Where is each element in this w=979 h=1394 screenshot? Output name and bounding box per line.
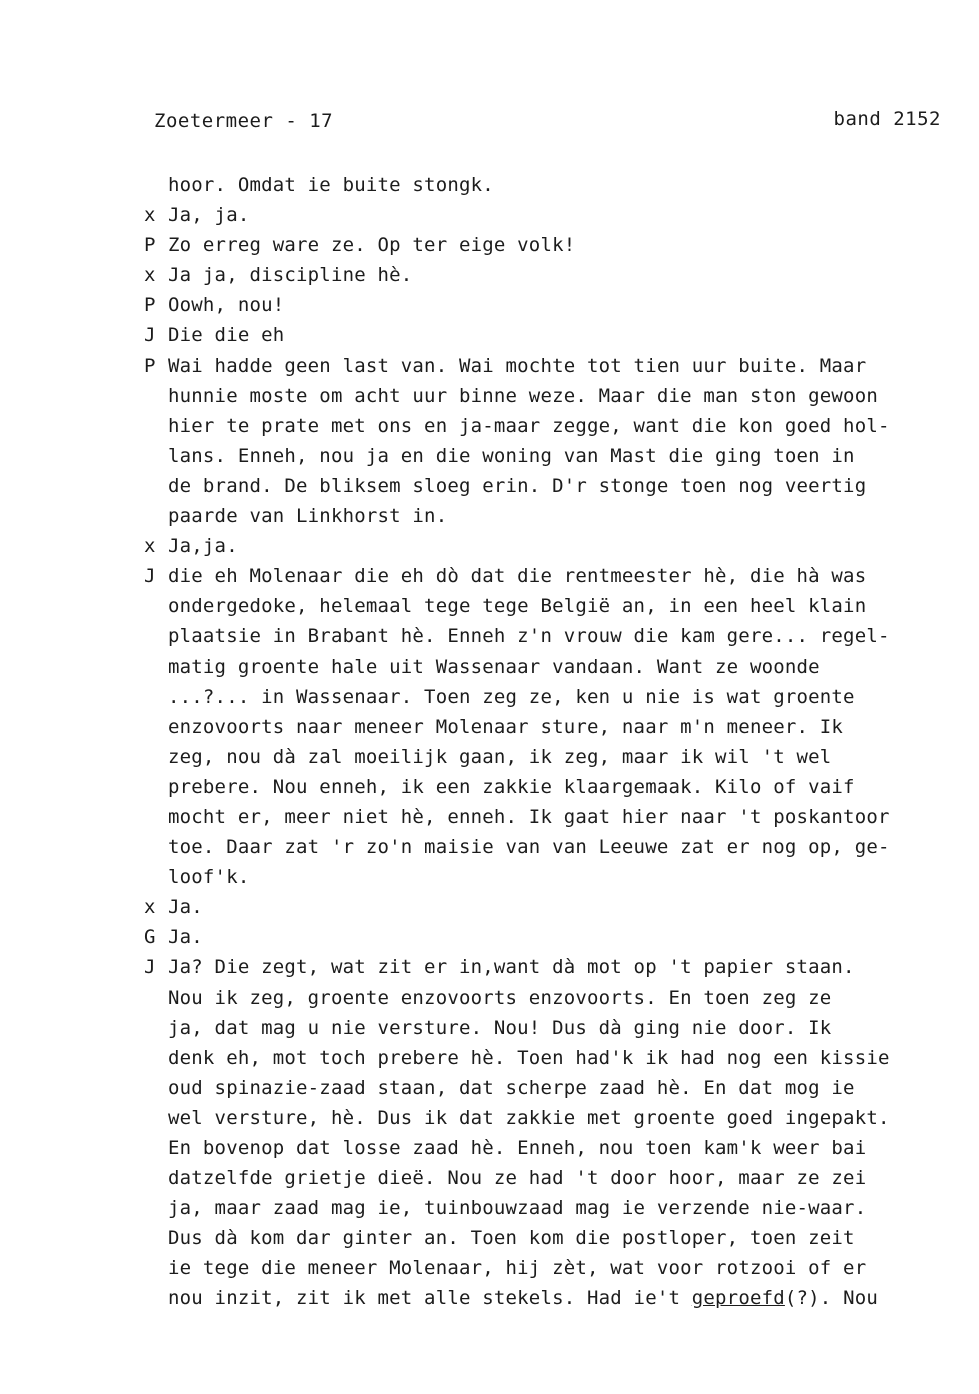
line-text-main: hoor. Omdat ie buite stongk. xyxy=(168,174,494,196)
line-text-main: Wai hadde geen last van. Wai mochte tot tien uur buite. Maar xyxy=(168,354,867,377)
line-text-main: Ja? Die zegt, wat zit er in,want dà mot op 't papier staan. xyxy=(168,956,855,979)
transcript-line xyxy=(144,260,944,290)
transcript-line xyxy=(144,1163,944,1193)
line-text xyxy=(168,1193,866,1223)
line-text-main: ja, maar zaad mag ie, tuinbouwzaad mag ie verzende nie-waar. xyxy=(168,1197,867,1220)
transcript-line xyxy=(144,1223,944,1253)
line-text xyxy=(168,531,238,561)
line-text-main: ja, dat mag u nie versture. Nou! Dus dà ging nie door. Ik xyxy=(168,1016,832,1039)
line-text xyxy=(168,652,820,682)
line-text xyxy=(168,260,412,290)
line-text xyxy=(168,892,203,922)
transcript-line xyxy=(144,742,944,772)
line-text xyxy=(168,802,890,832)
line-text xyxy=(168,712,843,742)
line-text xyxy=(168,772,855,802)
transcript-line xyxy=(144,772,944,802)
speaker-label: J xyxy=(144,956,156,979)
transcript-line xyxy=(144,200,944,230)
line-text-main: denk eh, mot toch prebere hè. Toen had'k ik had nog een kissie xyxy=(168,1046,890,1069)
transcript-line xyxy=(144,712,944,742)
line-text xyxy=(168,290,284,320)
transcript-line xyxy=(144,1073,944,1103)
line-text-main: En bovenop dat losse zaad hè. Enneh, nou toen kam'k weer bai xyxy=(168,1137,867,1159)
line-text xyxy=(168,922,203,952)
line-text-main: enzovoorts naar meneer Molenaar sture, naar m'n meneer. Ik xyxy=(168,715,844,738)
transcript-line xyxy=(144,1013,944,1043)
transcript-line xyxy=(144,501,944,531)
transcript-line xyxy=(144,862,944,892)
line-text-main: zeg, nou dà zal moeilijk gaan, ik zeg, maar ik wil 't wel xyxy=(168,745,832,768)
line-text-main: Oowh, nou! xyxy=(168,294,285,317)
line-text-main: Ja. xyxy=(168,896,203,919)
transcript-body xyxy=(144,170,944,1314)
line-text xyxy=(168,230,575,260)
line-text-main: Ja,ja. xyxy=(168,535,238,558)
line-text-main: ondergedoke, helemaal tege tege België an, in een heel klain xyxy=(168,595,867,618)
line-text xyxy=(168,1283,878,1313)
line-text xyxy=(168,441,855,471)
line-text-main: mocht er, meer niet hè, enneh. Ik gaat hier naar 't poskantoor xyxy=(168,805,890,828)
transcript-line xyxy=(144,320,944,350)
transcript-line xyxy=(144,471,944,501)
transcript-line xyxy=(144,230,944,260)
line-text xyxy=(168,471,866,501)
transcript-line xyxy=(144,652,944,682)
line-text xyxy=(168,1253,866,1283)
line-text-main: loof'k. xyxy=(168,866,250,889)
line-text xyxy=(168,200,249,230)
transcript-line xyxy=(144,682,944,712)
transcript-line xyxy=(144,983,944,1013)
line-text xyxy=(168,742,831,772)
speaker-label: P xyxy=(144,234,156,257)
line-text xyxy=(168,591,866,621)
line-text-main: toe. Daar zat 'r zo'n maisie van van Leeuwe zat er nog op, ge- xyxy=(168,836,890,859)
line-text-main: Ja ja, discipline hè. xyxy=(168,264,413,287)
transcript-line xyxy=(144,381,944,411)
line-text xyxy=(168,561,866,591)
line-text-main: de brand. De bliksem sloeg erin. D'r stonge toen nog veertig xyxy=(168,474,867,497)
line-text xyxy=(168,1073,855,1103)
line-text-main: Ja, ja. xyxy=(168,204,250,227)
line-text xyxy=(168,170,494,200)
line-text-main: ie tege die meneer Molenaar, hij zèt, wat voor rotzooi of er xyxy=(168,1257,867,1280)
speaker-label: x xyxy=(144,535,156,558)
line-text-main: Dus dà kom dar ginter an. Toen kom die postloper, toen zeit xyxy=(168,1227,855,1250)
transcript-line xyxy=(144,1103,944,1133)
underlined-word: geproefd xyxy=(691,1287,785,1310)
line-text xyxy=(168,501,447,531)
speaker-label: G xyxy=(144,926,156,949)
line-text-main: lans. Enneh, nou ja en die woning van Mast die ging toen in xyxy=(168,444,855,467)
transcript-line xyxy=(144,351,944,381)
transcript-line xyxy=(144,441,944,471)
line-text xyxy=(168,351,866,381)
line-text-main: Zo erreg ware ze. Op ter eige volk! xyxy=(168,234,576,257)
transcript-line xyxy=(144,561,944,591)
line-text xyxy=(168,682,855,712)
transcript-line xyxy=(144,290,944,320)
transcript-line xyxy=(144,1253,944,1283)
header-tape-number: band 2152 xyxy=(833,108,941,130)
line-text-main: Nou ik zeg, groente enzovoorts enzovoorts. En toen zeg ze xyxy=(168,986,832,1009)
line-text-main: nou inzit, zit ik met alle stekels. Had ie't xyxy=(168,1287,692,1310)
line-text-tail: (?). Nou xyxy=(784,1287,879,1310)
line-text xyxy=(168,1163,866,1193)
transcript-line xyxy=(144,952,944,982)
speaker-label: J xyxy=(144,324,156,347)
speaker-label: J xyxy=(144,565,156,588)
line-text-main: wel versture, hè. Dus ik dat zakkie met groente goed ingepakt. xyxy=(168,1106,890,1129)
speaker-label: x xyxy=(144,896,156,919)
transcript-line xyxy=(144,411,944,441)
speaker-label: P xyxy=(144,294,156,317)
transcript-line xyxy=(144,892,944,922)
line-text-main: Ja. xyxy=(168,926,203,949)
transcript-line xyxy=(144,170,944,200)
line-text-main: prebere. Nou enneh, ik een zakkie klaargemaak. Kilo of vaif xyxy=(168,775,855,798)
line-text xyxy=(168,1043,890,1073)
line-text-main: matig groente hale uit Wassenaar vandaan. Want ze woonde xyxy=(168,655,820,678)
line-text xyxy=(168,621,890,651)
line-text xyxy=(168,1223,855,1253)
speaker-label: x xyxy=(144,264,156,287)
line-text xyxy=(168,983,831,1013)
transcript-line xyxy=(144,832,944,862)
speaker-label: P xyxy=(144,354,156,377)
line-text-main: ...?... in Wassenaar. Toen zeg ze, ken u nie is wat groente xyxy=(168,685,855,708)
line-text-main: plaatsie in Brabant hè. Enneh z'n vrouw die kam gere... regel- xyxy=(168,625,890,648)
transcript-line xyxy=(144,802,944,832)
line-text xyxy=(168,952,855,982)
transcript-line xyxy=(144,1283,944,1313)
line-text-main: datzelfde grietje dieë. Nou ze had 't door hoor, maar ze zei xyxy=(168,1167,867,1190)
line-text-main: die eh Molenaar die eh dò dat die rentmeester hè, die hà was xyxy=(168,565,867,588)
line-text xyxy=(168,862,249,892)
header-location: Zoetermeer - 17 xyxy=(154,110,334,132)
transcript-line xyxy=(144,1193,944,1223)
line-text xyxy=(168,320,284,350)
line-text-main: hier te prate met ons en ja-maar zegge, want die kon goed hol- xyxy=(168,414,890,437)
line-text xyxy=(168,1013,831,1043)
line-text xyxy=(168,1103,890,1133)
line-text-main: Die die eh xyxy=(168,324,285,347)
transcript-line xyxy=(144,1043,944,1073)
transcript-line xyxy=(144,591,944,621)
line-text xyxy=(168,1133,866,1163)
line-text-main: oud spinazie-zaad staan, dat scherpe zaad hè. En dat mog ie xyxy=(168,1076,855,1099)
transcript-line xyxy=(144,1133,944,1163)
line-text xyxy=(168,832,890,862)
line-text xyxy=(168,411,890,441)
speaker-label: x xyxy=(144,204,156,227)
line-text-main: hunnie moste om acht uur binne weze. Maar die man ston gewoon xyxy=(168,384,878,407)
transcript-line xyxy=(144,922,944,952)
line-text xyxy=(168,381,878,411)
transcript-line xyxy=(144,531,944,561)
transcript-line xyxy=(144,621,944,651)
line-text-main: paarde van Linkhorst in. xyxy=(168,505,448,528)
